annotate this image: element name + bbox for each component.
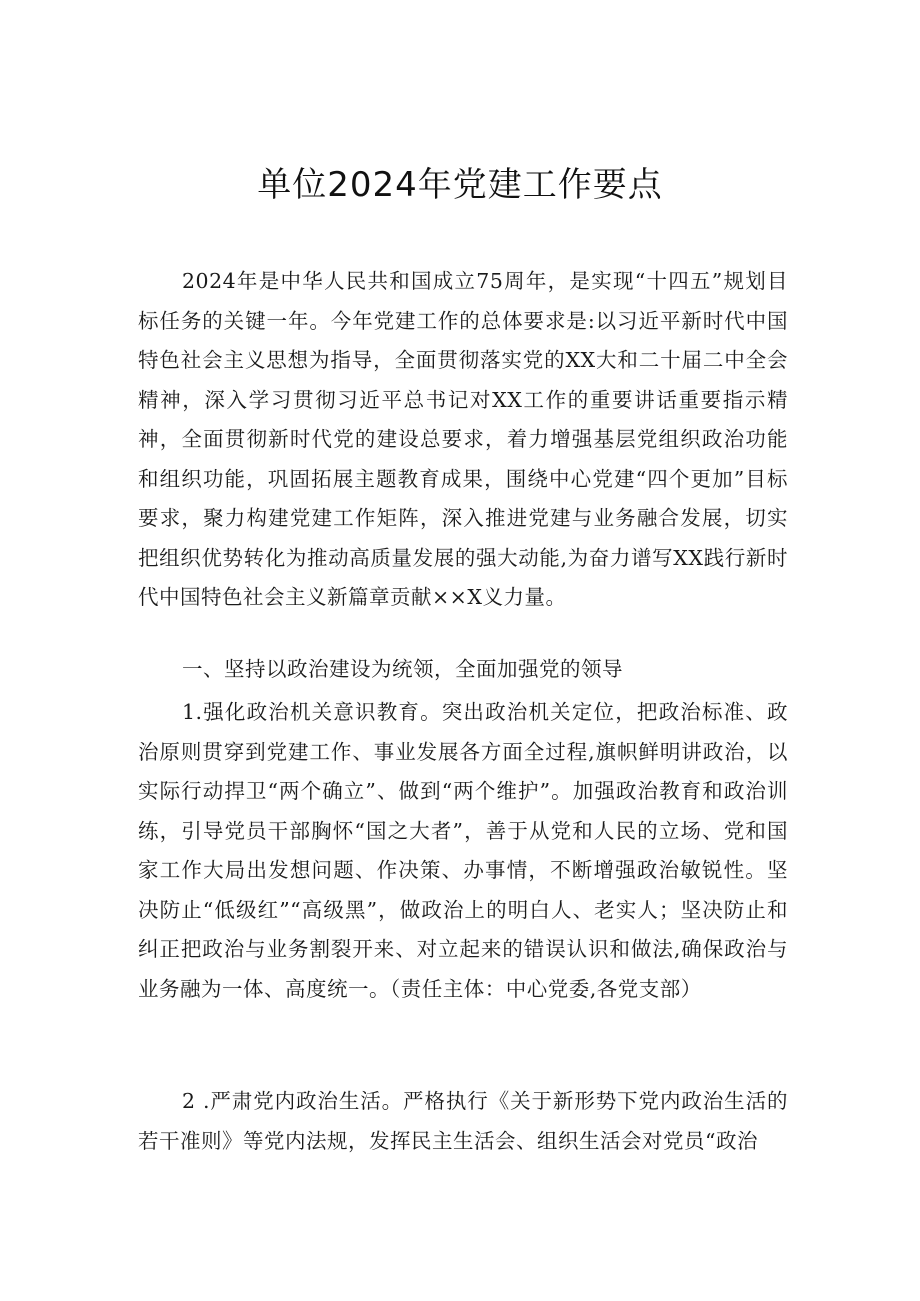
intro-text: 2024年是中华人民共和国成立75周年，是实现“十四五”规划目标任务的关键一年。今年党建工作的总体要求是:以习近平新时代中国特色社会主义思想为指导，全面贯彻落实党的XX大和二十届二中全会精神，深入学习贯彻习近平总书记对XX工作的重要讲话重要指示精神，全面贯彻新时代党的建设总要求，着力增强基层党组织政治功能和组织功能，巩固拓展主题教育成果，围绕中心党建“四个更加”目标要求，聚力构建党建工作矩阵，深入推进党建与业务融合发展，切实把组织优势转化为推动高质量发展的强大动能,为奋力谱写XX践行新时代中国特色社会主义新篇章贡献××X义力量。 (138, 269, 788, 609)
document-title: 单位2024年党建工作要点 (257, 165, 663, 205)
item-1-paragraph (138, 693, 788, 1009)
section-heading-text: 一、坚持以政治建设为统领，全面加强党的领导 (182, 657, 623, 681)
section-heading-1 (138, 650, 788, 690)
item-2-paragraph (138, 1082, 788, 1161)
item-1-text: 1.强化政治机关意识教育。突出政治机关定位，把政治标准、政治原则贯穿到党建工作、事业发展各方面全过程,旗帜鲜明讲政治，以实际行动捍卫“两个确立”、做到“两个维护”。加强政治教育和政治训练，引导党员干部胸怀“国之大者”，善于从党和人民的立场、党和国家工作大局出发想问题、作决策、办事情，不断增强政治敏锐性。坚决防止“低级红”“高级黑”，做政治上的明白人、老实人；坚决防止和纠正把政治与业务割裂开来、对立起来的错误认识和做法,确保政治与业务融为一体、高度统一。（责任主体：中心党委,各党支部） (138, 700, 788, 1001)
intro-paragraph (138, 262, 788, 618)
item-2-text: 2 .严肃党内政治生活。严格执行《关于新形势下党内政治生活的若干准则》等党内法规，发挥民主生活会、组织生活会对党员“政治 (138, 1089, 788, 1153)
